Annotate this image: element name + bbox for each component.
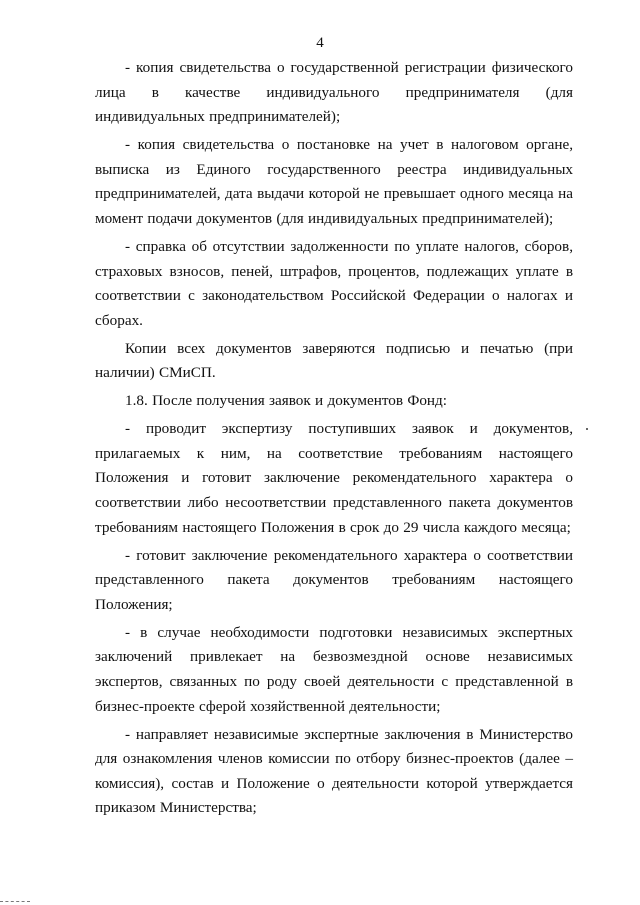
paragraph-expertise: - проводит экспертизу поступивших заявок и документов, прилагаемых к ним, на соответствие требованиям настоящего Положения и готовит заключение рекомендательного характера о соответствии либо несоответствии представленного пакета документов требованиям настоящего Положения в срок до 29 числа каждого месяца; bbox=[95, 420, 573, 536]
paragraph-send-to-ministry: - направляет независимые экспертные заключения в Министерство для ознакомления членов комиссии по отбору бизнес-проектов (далее – комиссия), состав и Положение о деятельности которой утверждается приказом Министерства; bbox=[95, 725, 573, 817]
paragraph-no-debt-certificate: - справка об отсутствии задолженности по уплате налогов, сборов, страховых взносов, пеней, штрафов, процентов, подлежащих уплате в соответствии с законодательством Российской Федерации о налогах и сборах. bbox=[95, 237, 573, 329]
paragraph-recommendation: - готовит заключение рекомендательного характера о соответствии представленного пакета документов требованиям настоящего Положения; bbox=[95, 546, 573, 613]
paragraph-document-copies: Копии всех документов заверяются подписью и печатью (при наличии) СМиСП. bbox=[95, 339, 573, 382]
paragraph-independent-experts: - в случае необходимости подготовки независимых экспертных заключений привлекает на безвозмездной основе независимых экспертов, связанных по роду своей деятельности с представленной в бизнес-проекте сферой хозяйственной деятельности; bbox=[95, 623, 573, 715]
paragraph-tax-registration: - копия свидетельства о постановке на учет в налоговом органе, выписка из Единого государственного реестра индивидуальных предпринимателей, дата выдачи которой не превышает одного месяца на момент подачи документов (для индивидуальных предпринимателей); bbox=[95, 136, 573, 227]
scan-edge-mark bbox=[0, 901, 30, 902]
paragraph-section-1-8: 1.8. После получения заявок и документов Фонд: bbox=[125, 392, 447, 410]
scan-speck bbox=[586, 428, 588, 430]
page-number: 4 bbox=[316, 35, 324, 51]
paragraph-registration-certificate: - копия свидетельства о государственной регистрации физического лица в качестве индивидуального предпринимателя (для индивидуальных предпринимателей); bbox=[95, 59, 573, 126]
document-body bbox=[95, 56, 573, 824]
